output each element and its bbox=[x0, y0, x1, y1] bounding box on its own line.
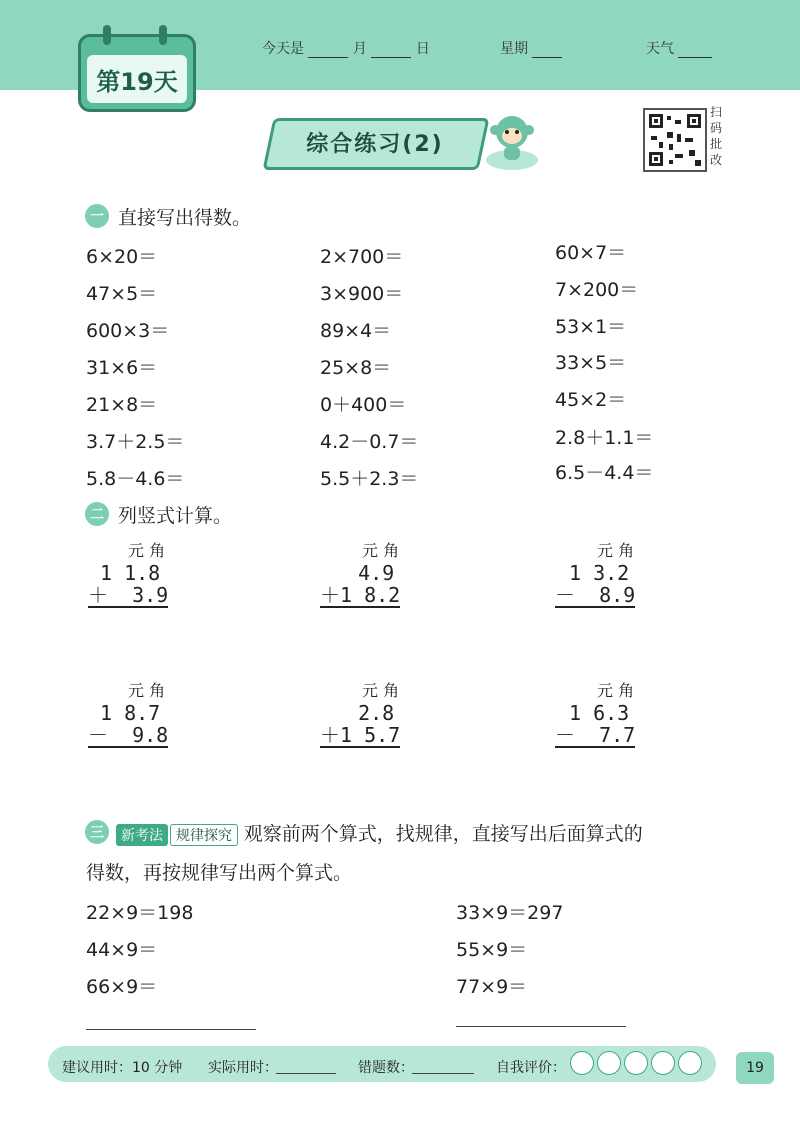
exercise-1-2: 47×5＝ bbox=[86, 283, 158, 305]
pattern-2-3: 77×9＝ bbox=[456, 976, 528, 998]
face-rating-icon[interactable] bbox=[678, 1051, 702, 1075]
qr-caption-char: 批 bbox=[709, 137, 722, 151]
pattern-1-1: 22×9＝198 bbox=[86, 902, 194, 924]
exercise-2-5: 0＋400＝ bbox=[320, 394, 407, 416]
exercise-1-1: 6×20＝ bbox=[86, 246, 158, 268]
calc-top: 2.8 bbox=[334, 701, 395, 725]
section-3-badge: 三 bbox=[85, 820, 109, 844]
calc-top: 1 8.7 bbox=[100, 701, 161, 725]
calendar-ring-icon bbox=[103, 25, 111, 45]
exercise-1-6: 3.7＋2.5＝ bbox=[86, 431, 185, 453]
vertical-calc-5 bbox=[320, 680, 400, 748]
exercise-3-1: 60×7＝ bbox=[555, 242, 627, 264]
calc-bottom: － 9.8 bbox=[88, 723, 169, 747]
section-2-title: 列竖式计算。 bbox=[118, 505, 233, 527]
exercise-2-3: 89×4＝ bbox=[320, 320, 392, 342]
exercise-3-4: 33×5＝ bbox=[555, 352, 627, 374]
section-3-instruction bbox=[116, 819, 643, 846]
rule-explore-tag: 规律探究 bbox=[170, 824, 238, 846]
calc-top: 4.9 bbox=[334, 561, 395, 585]
face-rating-icon[interactable] bbox=[651, 1051, 675, 1075]
section-3-text-line1: 观察前两个算式，找规律，直接写出后面算式的 bbox=[243, 823, 643, 845]
unit-header: 元 角 bbox=[128, 681, 166, 700]
face-rating-icon[interactable] bbox=[597, 1051, 621, 1075]
error-count-blank[interactable] bbox=[412, 1073, 474, 1074]
error-count-label: 错题数： bbox=[358, 1060, 414, 1076]
page-number: 19 bbox=[736, 1052, 774, 1084]
day-badge-text: 第19天 bbox=[87, 55, 187, 103]
exercise-2-1: 2×700＝ bbox=[320, 246, 404, 268]
exercise-2-6: 4.2－0.7＝ bbox=[320, 431, 419, 453]
date-field bbox=[262, 38, 430, 58]
qr-caption bbox=[706, 104, 726, 168]
vertical-calc-4 bbox=[88, 680, 168, 748]
new-method-tag: 新考法 bbox=[116, 824, 168, 846]
exercise-1-7: 5.8－4.6＝ bbox=[86, 468, 185, 490]
self-eval-label: 自我评价： bbox=[496, 1060, 566, 1076]
exercise-3-3: 53×1＝ bbox=[555, 316, 627, 338]
calc-bottom: ＋ 3.9 bbox=[88, 583, 169, 607]
face-rating-icon[interactable] bbox=[570, 1051, 594, 1075]
unit-header: 元 角 bbox=[597, 541, 635, 560]
monkey-mascot-icon bbox=[480, 108, 544, 172]
vertical-calc-3 bbox=[555, 540, 635, 608]
vertical-calc-1 bbox=[88, 540, 168, 608]
weather-label: 天气 bbox=[646, 41, 674, 57]
unit-header: 元 角 bbox=[362, 541, 400, 560]
page-title: 综合练习(2) bbox=[306, 131, 444, 157]
pattern-2-2: 55×9＝ bbox=[456, 939, 528, 961]
day-calendar-badge bbox=[78, 34, 196, 112]
actual-time-label: 实际用时： bbox=[208, 1060, 278, 1076]
exercise-1-5: 21×8＝ bbox=[86, 394, 158, 416]
vertical-calc-6 bbox=[555, 680, 635, 748]
weather-blank[interactable] bbox=[678, 43, 712, 58]
unit-header: 元 角 bbox=[362, 681, 400, 700]
section-1-badge: 一 bbox=[85, 204, 109, 228]
weekday-blank[interactable] bbox=[532, 43, 562, 58]
face-rating-icon[interactable] bbox=[624, 1051, 648, 1075]
section-2-badge: 二 bbox=[85, 502, 109, 526]
exercise-3-5: 45×2＝ bbox=[555, 389, 627, 411]
exercise-1-4: 31×6＝ bbox=[86, 357, 158, 379]
calc-bottom: － 8.9 bbox=[555, 583, 636, 607]
vertical-calc-2 bbox=[320, 540, 400, 608]
pattern-1-3: 66×9＝ bbox=[86, 976, 158, 998]
pattern-1-2: 44×9＝ bbox=[86, 939, 158, 961]
exercise-3-7: 6.5－4.4＝ bbox=[555, 462, 654, 484]
calc-bottom: ＋1 5.7 bbox=[320, 723, 401, 747]
weekday-label: 星期 bbox=[500, 41, 528, 57]
calendar-ring-icon bbox=[159, 25, 167, 45]
today-label: 今天是 bbox=[262, 41, 304, 57]
calc-top: 1 6.3 bbox=[569, 701, 630, 725]
calc-bottom: － 7.7 bbox=[555, 723, 636, 747]
exercise-1-3: 600×3＝ bbox=[86, 320, 170, 342]
unit-header: 元 角 bbox=[128, 541, 166, 560]
weather-field bbox=[646, 38, 712, 58]
section-1-title: 直接写出得数。 bbox=[118, 207, 252, 229]
exercise-2-7: 5.5＋2.3＝ bbox=[320, 468, 419, 490]
weekday-field bbox=[500, 38, 562, 58]
suggested-time: 建议用时：10 分钟 bbox=[62, 1060, 183, 1076]
month-blank[interactable] bbox=[308, 43, 348, 58]
answer-line-1[interactable] bbox=[86, 1029, 256, 1030]
actual-time-blank[interactable] bbox=[276, 1073, 336, 1074]
day-label: 日 bbox=[415, 41, 430, 57]
day-blank[interactable] bbox=[371, 43, 411, 58]
calc-top: 1 3.2 bbox=[569, 561, 630, 585]
pattern-2-1: 33×9＝297 bbox=[456, 902, 564, 924]
qr-caption-char: 码 bbox=[709, 121, 722, 135]
qr-code-icon[interactable] bbox=[643, 108, 707, 172]
answer-line-2[interactable] bbox=[456, 1026, 626, 1027]
calc-top: 1 1.8 bbox=[100, 561, 161, 585]
calc-bottom: ＋1 8.2 bbox=[320, 583, 401, 607]
qr-caption-char: 扫 bbox=[709, 105, 722, 119]
exercise-2-2: 3×900＝ bbox=[320, 283, 404, 305]
exercise-2-4: 25×8＝ bbox=[320, 357, 392, 379]
section-3-text-line2: 得数，再按规律写出两个算式。 bbox=[86, 862, 353, 884]
qr-caption-char: 改 bbox=[709, 153, 722, 167]
month-label: 月 bbox=[352, 41, 367, 57]
exercise-3-6: 2.8＋1.1＝ bbox=[555, 427, 654, 449]
unit-header: 元 角 bbox=[597, 681, 635, 700]
exercise-3-2: 7×200＝ bbox=[555, 279, 639, 301]
